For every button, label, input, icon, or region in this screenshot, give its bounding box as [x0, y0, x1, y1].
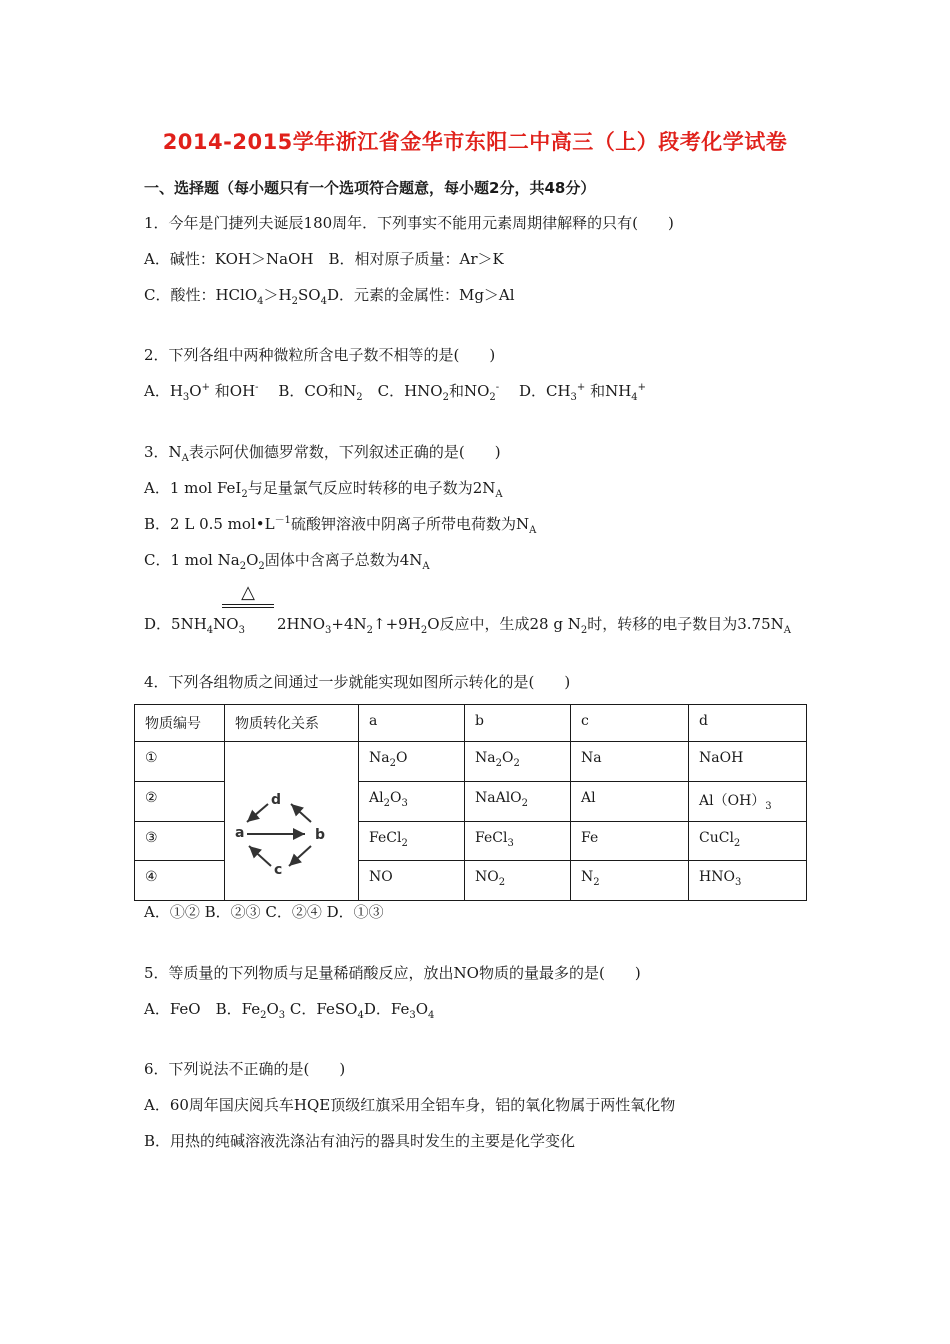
q5-options: A．FeO B．$Fe_2O_3$ C．FeSO$_4$D．$Fe_3O_4$ — [144, 1000, 435, 1021]
transformation-diagram-cell — [225, 742, 359, 901]
row-number: ④ — [135, 861, 225, 901]
q2-stem: 2．下列各组中两种微粒所含电子数不相等的是( ) — [144, 346, 496, 364]
heat-condition-sign — [222, 584, 274, 606]
exam-title: 2014-2015学年浙江省金华市东阳二中高三（上）段考化学试卷 — [162, 130, 788, 154]
cell-c: Al — [571, 781, 689, 821]
q1-stem: 1．今年是门捷列夫诞辰180周年．下列事实不能用元素周期律解释的只有( ) — [144, 214, 674, 232]
cell-d: $Al(OH)_3$ — [689, 781, 807, 821]
cell-a: FeCl$_2$ — [359, 821, 465, 861]
header-cell: a — [359, 705, 465, 742]
q6-option-b: B．用热的纯碱溶液洗涤沾有油污的器具时发生的主要是化学变化 — [144, 1132, 576, 1150]
q1-option-ab: A．碱性：KOH＞NaOH B．相对原子质量：Ar＞K — [144, 250, 504, 268]
q3-option-a: A．1 mol FeI$_2$与足量氯气反应时转移的电子数为$2N_A$ — [144, 479, 503, 500]
cell-b: $Na_2O_2$ — [465, 742, 571, 782]
cell-d: CuCl$_2$ — [689, 821, 807, 861]
cell-a: $Na_2O$ — [359, 742, 465, 782]
arrow-c-to-a — [249, 846, 271, 866]
node-c-label: c — [274, 862, 283, 878]
equals-bar-top — [222, 604, 274, 605]
header-cell: 物质转化关系 — [225, 705, 359, 742]
header-cell: 物质编号 — [135, 705, 225, 742]
arrow-b-to-d — [291, 804, 311, 822]
q2-options: A．$H_3O^+$ 和OH- B．CO和$N_2$ C．$HNO_2$和$NO_2^-$ D．$CH_3^+$ 和$NH_4^+$ — [144, 382, 647, 403]
q3-option-c: C．1 mol $Na_2O_2$固体中含离子总数为$4N_A$ — [144, 551, 430, 572]
q5-stem: 5．等质量的下列物质与足量稀硝酸反应，放出NO物质的量最多的是( ) — [144, 964, 641, 982]
cell-d: NaOH — [689, 742, 807, 782]
cell-b: $NO_2$ — [465, 861, 571, 901]
q3-option-d-right: $2HNO_3+4N_2↑+9H_2O$反应中，生成28 g $N_2$时，转移的电子数目为$3.75N_A$ — [277, 615, 791, 636]
arrow-d-to-a — [247, 804, 268, 822]
cell-c: Na — [571, 742, 689, 782]
cell-a: $Al_2O_3$ — [359, 781, 465, 821]
q3-option-b: B．2 L 0.5 $mol•L^{-1}$硫酸钾溶液中阴离子所带电荷数为$N_A$ — [144, 515, 537, 536]
q4-table — [134, 704, 807, 901]
cell-c: $N_2$ — [571, 861, 689, 901]
cell-d: $HNO_3$ — [689, 861, 807, 901]
section-heading: 一、选择题（每小题只有一个选项符合题意，每小题2分，共48分） — [144, 179, 596, 197]
node-d-label: d — [271, 792, 282, 808]
q3-stem: 3．$N_A$表示阿伏伽德罗常数，下列叙述正确的是( ) — [144, 443, 501, 464]
table-header-row — [135, 705, 807, 742]
q3-option-d-left: D．$5NH_4NO_3$ — [144, 615, 245, 636]
header-cell: c — [571, 705, 689, 742]
cell-b: FeCl$_3$ — [465, 821, 571, 861]
q4-options: A．①② B．②③ C．②④ D．①③ — [144, 903, 384, 921]
table-row — [135, 742, 807, 782]
node-a-label: a — [235, 825, 245, 841]
cell-a: NO — [359, 861, 465, 901]
row-number: ① — [135, 742, 225, 782]
q1-option-cd: C．酸性：$HClO_4>H_2SO_4D$．元素的金属性：Mg＞Al — [144, 286, 515, 307]
equals-bar-bottom — [222, 607, 274, 608]
q6-option-a: A．60周年国庆阅兵车HQE顶级红旗采用全铝车身，铝的氧化物属于两性氧化物 — [144, 1096, 676, 1114]
arrow-b-to-c — [289, 846, 311, 866]
row-number: ③ — [135, 821, 225, 861]
cell-c: Fe — [571, 821, 689, 861]
transformation-diagram — [225, 742, 358, 896]
header-cell: d — [689, 705, 807, 742]
cell-b: NaAlO$_2$ — [465, 781, 571, 821]
row-number: ② — [135, 781, 225, 821]
node-b-label: b — [315, 827, 326, 843]
header-cell: b — [465, 705, 571, 742]
delta-symbol: △ — [241, 582, 255, 603]
q6-stem: 6．下列说法不正确的是( ) — [144, 1060, 346, 1078]
q4-stem: 4．下列各组物质之间通过一步就能实现如图所示转化的是( ) — [144, 673, 571, 691]
